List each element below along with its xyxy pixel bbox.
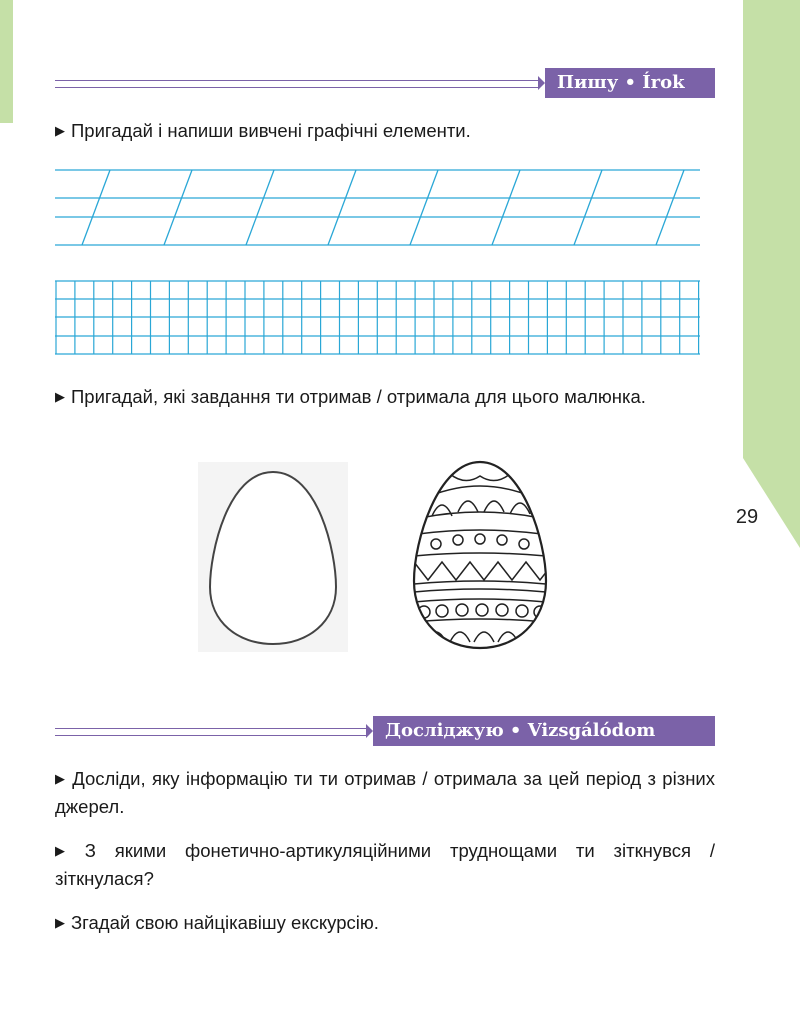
triangle-right-icon: ▶	[55, 843, 79, 858]
header-arrow-icon	[538, 76, 545, 90]
task-5	[55, 910, 715, 938]
header-rule	[55, 728, 366, 736]
header-rule	[55, 80, 538, 88]
section-header-writing	[55, 68, 715, 98]
side-tab	[743, 0, 800, 548]
task-4-text: З якими фонетично-артикуляційними труднощами ти зіткнувся / зіткнулася?	[55, 840, 715, 889]
section-title-research: Досліджую • Vizsgálódom	[373, 716, 715, 746]
section-header-research	[55, 716, 715, 746]
header-arrow-icon	[366, 724, 373, 738]
left-edge-strip	[0, 0, 13, 123]
triangle-right-icon: ▶	[55, 915, 65, 930]
task-4	[55, 838, 715, 892]
task-1	[55, 118, 715, 146]
decorated-easter-egg	[410, 456, 550, 654]
task-1-text: Пригадай і напиши вивчені графічні елементи.	[71, 120, 471, 141]
triangle-right-icon: ▶	[55, 389, 65, 404]
triangle-right-icon: ▶	[55, 123, 65, 138]
task-5-text: Згадай свою найцікавішу екскурсію.	[71, 912, 379, 933]
square-grid	[55, 280, 700, 356]
slanted-writing-lines	[55, 168, 700, 248]
task-3-text: Досліди, яку інформацію ти ти отримав / отримала за цей період з різних джерел.	[55, 768, 715, 817]
task-3	[55, 766, 715, 820]
triangle-right-icon: ▶	[55, 771, 67, 786]
page-number: 29	[735, 506, 759, 528]
task-2	[55, 384, 715, 412]
task-2-text: Пригадай, які завдання ти отримав / отримала для цього малюнка.	[71, 386, 646, 407]
plain-egg-outline	[198, 462, 348, 652]
section-title-writing: Пишу • Írok	[545, 68, 715, 98]
